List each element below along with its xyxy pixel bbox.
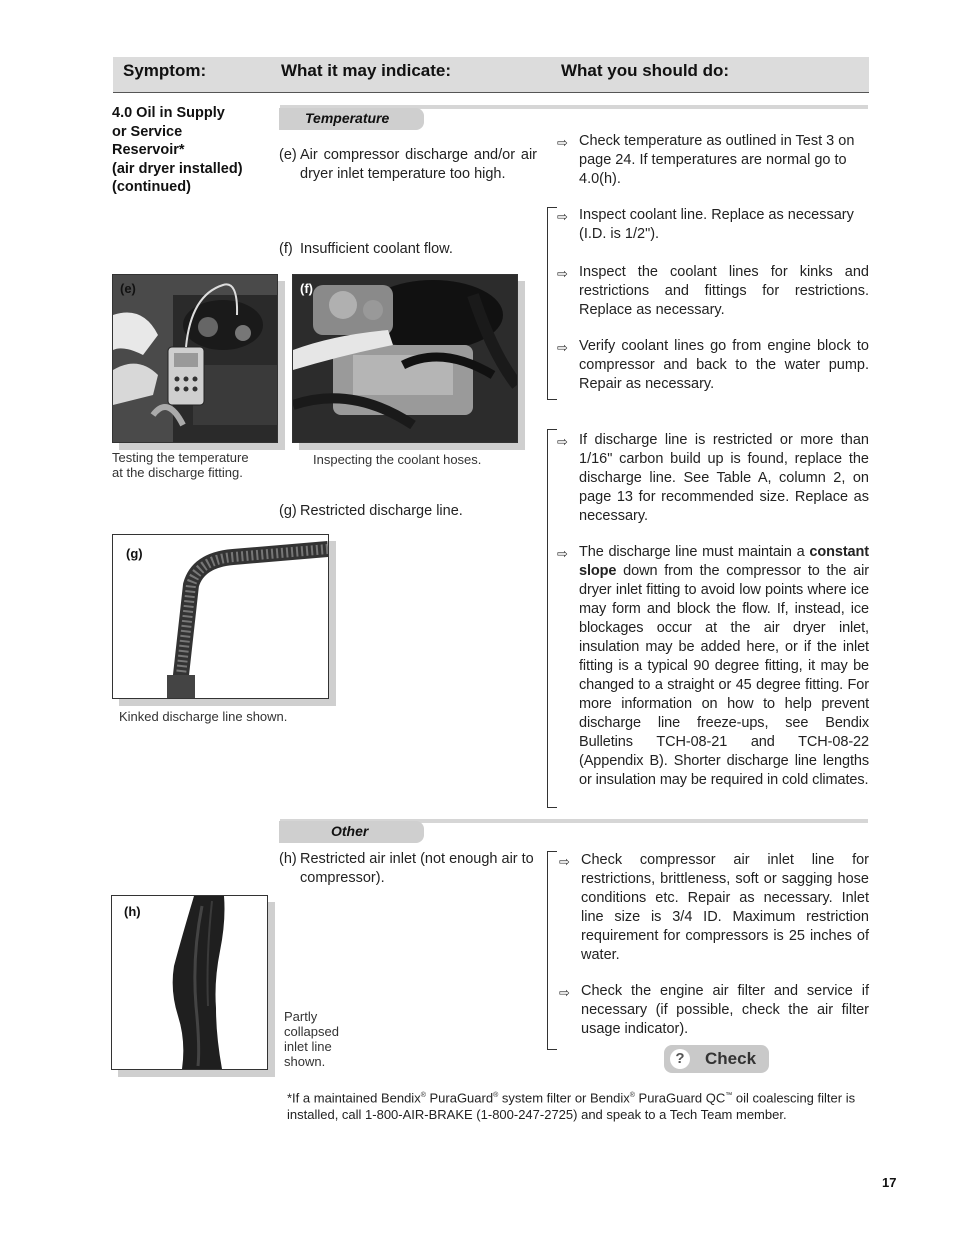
action-text: Inspect coolant line. Replace as necessary (I.D. is 1/2").	[579, 207, 854, 242]
symptom-line: or Service	[112, 123, 183, 140]
arrow-right-icon: ⇨	[559, 854, 570, 869]
arrow-right-icon: ⇨	[557, 340, 568, 355]
hose-photo-illustration	[113, 535, 328, 698]
symptom-line: Reservoir*	[112, 142, 185, 158]
section-title: Temperature	[305, 110, 390, 126]
check-badge	[664, 1045, 769, 1073]
action-h1	[559, 851, 869, 965]
caption-line: Testing the temperature	[112, 450, 249, 465]
engine-photo-illustration	[293, 275, 517, 442]
cause-label: (f)	[279, 241, 293, 257]
caption-line: shown.	[284, 1054, 326, 1069]
action-text: Check the engine air filter and service if necessary (if possible, check the air filter usage indicator).	[581, 983, 869, 1037]
arrow-right-icon: ⇨	[557, 266, 568, 281]
action-g1	[557, 431, 869, 526]
indicate-heading: What it may indicate:	[281, 61, 452, 80]
bracket	[547, 429, 557, 808]
cause-g	[279, 502, 537, 521]
action-h2	[559, 982, 869, 1039]
symptom-heading: Symptom:	[123, 61, 207, 80]
caption-f: Inspecting the coolant hoses.	[313, 452, 482, 467]
action-f3	[557, 337, 869, 394]
check-label: Check	[705, 1049, 757, 1068]
action-text: Check compressor air inlet line for restrictions, brittleness, soft or sagging hose conditions etc. Repair as necessary. Inlet line size is 3/4 ID. Maximum restriction requirement for compressors is 25 inches of water.	[581, 852, 869, 963]
photo-label: (f)	[300, 281, 313, 296]
arrow-right-icon: ⇨	[557, 546, 568, 561]
page-number: 17	[882, 1175, 897, 1190]
arrow-right-icon: ⇨	[557, 209, 568, 224]
section-tab-temperature	[279, 108, 424, 130]
cause-label: (g)	[279, 503, 297, 519]
action-text: Check temperature as outlined in Test 3 on page 24. If temperatures are normal go to 4.0(h).	[579, 133, 855, 187]
cause-text: Restricted air inlet (not enough air to compressor).	[300, 851, 534, 886]
cause-e	[279, 146, 537, 184]
symptom-line: (continued)	[112, 179, 191, 195]
do-heading: What you should do:	[561, 61, 730, 80]
bracket	[547, 207, 557, 400]
photo-kinked-line	[112, 534, 329, 699]
caption-g: Kinked discharge line shown.	[119, 709, 288, 724]
action-f1	[557, 206, 869, 244]
action-text: The discharge line must maintain a constant slope down from the compressor to the air dryer inlet fitting to avoid low points where ice may form and block the flow. If, instead, ice blockages occur at the air dryer inlet, insulation may be added here, or if the inlet fitting is a typical 90 degree fitting, it may be changed to a straight or 45 degree fitting. For more information on how to help prevent discharge line freeze-ups, see Bendix Bulletins TCH-08-21 and TCH-08-22 (Appendix B). Shorter discharge line lengths or insulation may be required in cold climates.	[579, 544, 869, 788]
arrow-right-icon: ⇨	[557, 434, 568, 449]
caption-e	[112, 450, 287, 480]
action-text: Verify coolant lines go from engine block to compressor and back to the water pump. Repair as necessary.	[579, 338, 869, 392]
cause-text: Air compressor discharge and/or air dryer inlet temperature too high.	[300, 147, 537, 182]
symptom-line: (air dryer installed)	[112, 160, 243, 177]
bracket	[547, 851, 557, 1050]
cause-text: Insufficient coolant flow.	[300, 241, 453, 257]
thermometer-photo-illustration	[113, 275, 277, 442]
inlet-hose-illustration	[112, 896, 267, 1069]
photo-collapsed-inlet	[111, 895, 268, 1070]
caption-line: at the discharge fitting.	[112, 465, 243, 480]
action-f2	[557, 263, 869, 320]
cause-label: (h)	[279, 851, 297, 867]
arrow-right-icon: ⇨	[559, 985, 570, 1000]
action-g2	[557, 543, 869, 790]
caption-line: inlet line	[284, 1039, 332, 1054]
caption-line: collapsed	[284, 1024, 339, 1039]
symptom-line: 4.0 Oil in Supply	[112, 105, 225, 121]
photo-label: (h)	[124, 904, 141, 919]
caption-h	[284, 1009, 364, 1069]
photo-coolant-hoses	[292, 274, 518, 443]
footnote: *If a maintained Bendix® PuraGuard® system filter or Bendix® PuraGuard QC™ oil coalescing filter is installed, call 1-800-AIR-BRAKE (1-800-247-2725) and speak to a Tech Team member.	[287, 1090, 856, 1123]
action-text: If discharge line is restricted or more than 1/16" carbon build up is found, replace the discharge line. See Table A, column 2, on page 13 for recommended size. Replace as necessary.	[579, 432, 869, 524]
cause-h	[279, 850, 541, 888]
arrow-right-icon: ⇨	[557, 135, 568, 150]
action-e1	[557, 132, 869, 189]
photo-temperature-test	[112, 274, 278, 443]
cause-label: (e)	[279, 147, 297, 163]
table-header	[113, 57, 869, 93]
caption-line: Partly	[284, 1009, 318, 1024]
action-text: Inspect the coolant lines for kinks and restrictions and fittings for restrictions. Replace as necessary.	[579, 264, 869, 318]
cause-f	[279, 240, 537, 259]
section-title: Other	[331, 823, 369, 839]
photo-label: (g)	[126, 546, 143, 561]
cause-text: Restricted discharge line.	[300, 503, 463, 519]
section-tab-other	[279, 821, 424, 843]
question-icon: ?	[670, 1049, 690, 1069]
symptom-block	[112, 104, 272, 197]
photo-label: (e)	[120, 281, 136, 296]
